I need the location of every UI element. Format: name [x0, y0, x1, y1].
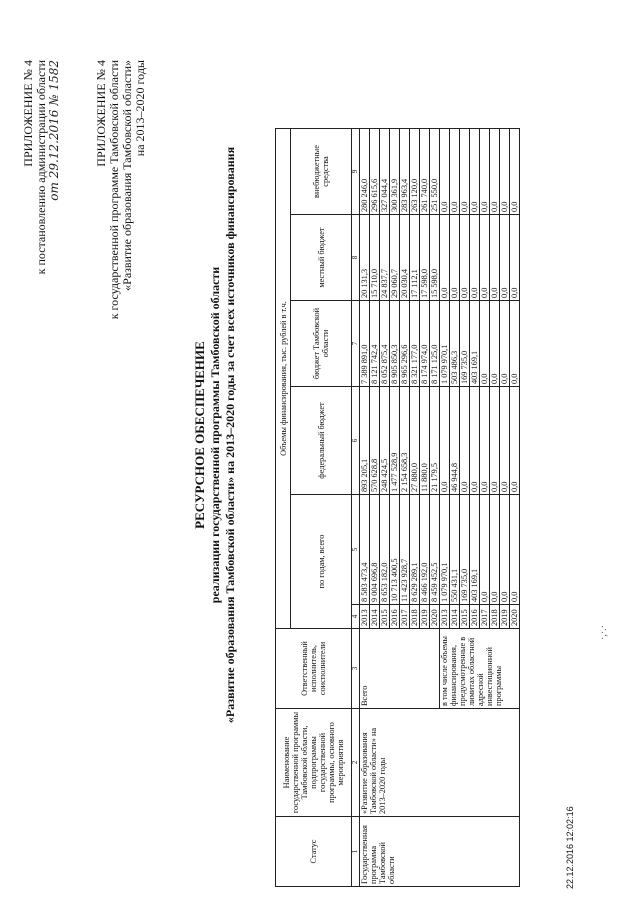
- cell-total: 403 169,1: [470, 495, 480, 605]
- col-number: 3: [352, 629, 360, 709]
- title-line-1: РЕСУРСНОЕ ОБЕСПЕЧЕНИЕ: [192, 341, 207, 529]
- resources-table: [275, 128, 520, 887]
- cell-regional: 0,0: [480, 301, 490, 387]
- cell-federal: 0,0: [470, 387, 480, 495]
- cell-total: 8 583 473,4: [360, 495, 370, 605]
- title-line-2: реализации государственной программы Тамбовской области: [208, 266, 222, 604]
- cell-local: 0,0: [460, 215, 470, 301]
- cell-extra: 261 740,0: [420, 129, 430, 215]
- cell-federal: 0,0: [460, 387, 470, 495]
- cell-regional: 8 121 742,4: [370, 301, 380, 387]
- cell-year: 2013: [360, 605, 370, 629]
- cell-local: 0,0: [500, 215, 510, 301]
- investment-label-cell: в том числе объемы финансирования, предусмотренные в лимитах областной адресной инвестиционной программы: [440, 629, 520, 709]
- cell-federal: 0,0: [510, 387, 520, 495]
- cell-extra: 0,0: [490, 129, 500, 215]
- header-status: Статус: [276, 817, 352, 887]
- to-program-line: к государственной программе Тамбовской области: [107, 60, 121, 320]
- cell-year: 2019: [500, 605, 510, 629]
- col-number: 9: [352, 129, 360, 215]
- cell-total: 0,0: [480, 495, 490, 605]
- cell-extra: 0,0: [470, 129, 480, 215]
- cell-federal: 46 944,8: [450, 387, 460, 495]
- cell-regional: 7 389 891,0: [360, 301, 370, 387]
- cell-total: 8 629 289,1: [410, 495, 420, 605]
- header-local: местный бюджет: [291, 215, 352, 301]
- cell-extra: 0,0: [510, 129, 520, 215]
- cell-total: 10 713 400,5: [390, 495, 400, 605]
- handwritten-number: 1582: [47, 60, 61, 91]
- col-number: 6: [352, 387, 360, 495]
- cell-total: 1 079 970,1: [440, 495, 450, 605]
- cell-local: 15 598,0: [430, 215, 440, 301]
- cell-year: 2018: [410, 605, 420, 629]
- col-number: 1: [352, 817, 360, 887]
- cell-regional: 8 171 125,0: [430, 301, 440, 387]
- cell-total: 9 004 696,8: [370, 495, 380, 605]
- cell-total: 8 653 182,0: [380, 495, 390, 605]
- cell-extra: 0,0: [460, 129, 470, 215]
- cell-year: 2020: [430, 605, 440, 629]
- header-name: Наименование государственной программы Тамбовской области, подпрограммы государственной программы, основного мероприятия: [276, 709, 352, 817]
- cell-total: 0,0: [510, 495, 520, 605]
- cell-total: 550 431,1: [450, 495, 460, 605]
- cell-year: 2020: [510, 605, 520, 629]
- cell-regional: 8 905 850,3: [390, 301, 400, 387]
- cell-local: 0,0: [450, 215, 460, 301]
- cell-federal: 11 880,0: [420, 387, 430, 495]
- column-numbers-row: [352, 129, 360, 887]
- header-by-year: по годам, всего: [291, 495, 352, 629]
- header-volumes: Объемы финансирования, тыс. рублей в т.ч.: [276, 129, 291, 629]
- handwritten-date: 29.12.2016: [47, 109, 61, 179]
- cell-regional: 403 169,1: [470, 301, 480, 387]
- table-body: [360, 129, 520, 887]
- cell-federal: 0,0: [480, 387, 490, 495]
- col-number: 4: [352, 605, 360, 629]
- cell-federal: 27 880,0: [410, 387, 420, 495]
- cell-local: 0,0: [480, 215, 490, 301]
- cell-local: 29 060,7: [390, 215, 400, 301]
- decree-block: [22, 60, 61, 274]
- cell-local: 0,0: [440, 215, 450, 301]
- col-number: 7: [352, 301, 360, 387]
- cell-regional: 8 052 875,4: [380, 301, 390, 387]
- cell-total: 0,0: [500, 495, 510, 605]
- cell-year: 2017: [480, 605, 490, 629]
- cell-federal: 0,0: [490, 387, 500, 495]
- cell-federal: 1 477 528,9: [390, 387, 400, 495]
- cell-regional: 503 486,3: [450, 301, 460, 387]
- cell-extra: 280 246,0: [360, 129, 370, 215]
- cell-local: 15 710,0: [370, 215, 380, 301]
- table-row: [360, 129, 370, 887]
- cell-year: 2015: [460, 605, 470, 629]
- cell-year: 2014: [450, 605, 460, 629]
- header-executor: Ответственный исполнитель, соисполнители: [276, 629, 352, 709]
- cell-federal: 893 205,1: [360, 387, 370, 495]
- cell-federal: 570 628,8: [370, 387, 380, 495]
- cell-year: 2015: [380, 605, 390, 629]
- cell-year: 2019: [420, 605, 430, 629]
- program-years-line: на 2013–2020 годы: [133, 60, 147, 157]
- cell-federal: 21 179,5: [430, 387, 440, 495]
- cell-extra: 0,0: [480, 129, 490, 215]
- cell-local: 0,0: [470, 215, 480, 301]
- cell-federal: 0,0: [500, 387, 510, 495]
- cell-local: 0,0: [510, 215, 520, 301]
- cell-extra: 283 963,4: [400, 129, 410, 215]
- cell-extra: 251 550,0: [430, 129, 440, 215]
- scribble-mark: ·,·.·: [598, 625, 609, 640]
- cell-regional: 169 735,0: [460, 301, 470, 387]
- cell-extra: 327 044,4: [380, 129, 390, 215]
- cell-regional: 8 965 296,6: [400, 301, 410, 387]
- cell-local: 0,0: [490, 215, 500, 301]
- cell-extra: 0,0: [500, 129, 510, 215]
- annex-label-top: ПРИЛОЖЕНИЕ № 4: [21, 60, 35, 167]
- cell-federal: 248 424,5: [380, 387, 390, 495]
- cell-extra: 263 120,0: [410, 129, 420, 215]
- cell-total: 8 459 452,5: [430, 495, 440, 605]
- cell-total: 169 735,0: [460, 495, 470, 605]
- cell-year: 2016: [470, 605, 480, 629]
- decree-line: к постановлению администрации области: [34, 60, 48, 275]
- cell-local: 17 598,0: [420, 215, 430, 301]
- col-number: 2: [352, 709, 360, 817]
- cell-federal: 0,0: [440, 387, 450, 495]
- cell-regional: 8 321 177,0: [410, 301, 420, 387]
- title-line-3: «Развитие образования Тамбовской области» на 2013–2020 годы за счет всех источников финансирования: [223, 146, 237, 724]
- cell-regional: 0,0: [510, 301, 520, 387]
- status-cell: Государственная программа Тамбовской области: [360, 817, 520, 887]
- cell-extra: 0,0: [440, 129, 450, 215]
- cell-extra: 296 615,6: [370, 129, 380, 215]
- cell-extra: 300 361,9: [390, 129, 400, 215]
- annex-label-second: ПРИЛОЖЕНИЕ № 4: [94, 60, 108, 167]
- program-annex-block: [95, 60, 147, 319]
- cell-regional: 1 079 970,1: [440, 301, 450, 387]
- program-name-cell: «Развитие образования Тамбовской области» на 2013–2020 годы: [360, 709, 520, 817]
- cell-local: 20 131,3: [360, 215, 370, 301]
- col-number: 8: [352, 215, 360, 301]
- document-title: [192, 125, 238, 745]
- cell-regional: 8 174 974,0: [420, 301, 430, 387]
- program-name-line: «Развитие образования Тамбовской области»: [120, 60, 134, 291]
- cell-year: 2018: [490, 605, 500, 629]
- cell-total: 8 466 192,0: [420, 495, 430, 605]
- cell-regional: 0,0: [500, 301, 510, 387]
- cell-local: 17 112,1: [410, 215, 420, 301]
- cell-local: 20 030,4: [400, 215, 410, 301]
- cell-federal: 2 154 658,3: [400, 387, 410, 495]
- header-regional: бюджет Тамбовской области: [291, 301, 352, 387]
- cell-total: 11 423 928,7: [400, 495, 410, 605]
- header-federal: федеральный бюджет: [291, 387, 352, 495]
- header-extra: внебюджетные средства: [291, 129, 352, 215]
- total-label-cell: Всего: [360, 629, 440, 709]
- col-number: 5: [352, 495, 360, 605]
- cell-year: 2014: [370, 605, 380, 629]
- cell-total: 0,0: [490, 495, 500, 605]
- print-timestamp: 22.12.2016 12:02:16: [565, 806, 575, 889]
- cell-extra: 0,0: [450, 129, 460, 215]
- cell-local: 24 837,7: [380, 215, 390, 301]
- cell-year: 2017: [400, 605, 410, 629]
- handwritten-date-line: от 29.12.2016 № 1582: [47, 60, 61, 201]
- cell-regional: 0,0: [490, 301, 500, 387]
- cell-year: 2016: [390, 605, 400, 629]
- cell-year: 2013: [440, 605, 450, 629]
